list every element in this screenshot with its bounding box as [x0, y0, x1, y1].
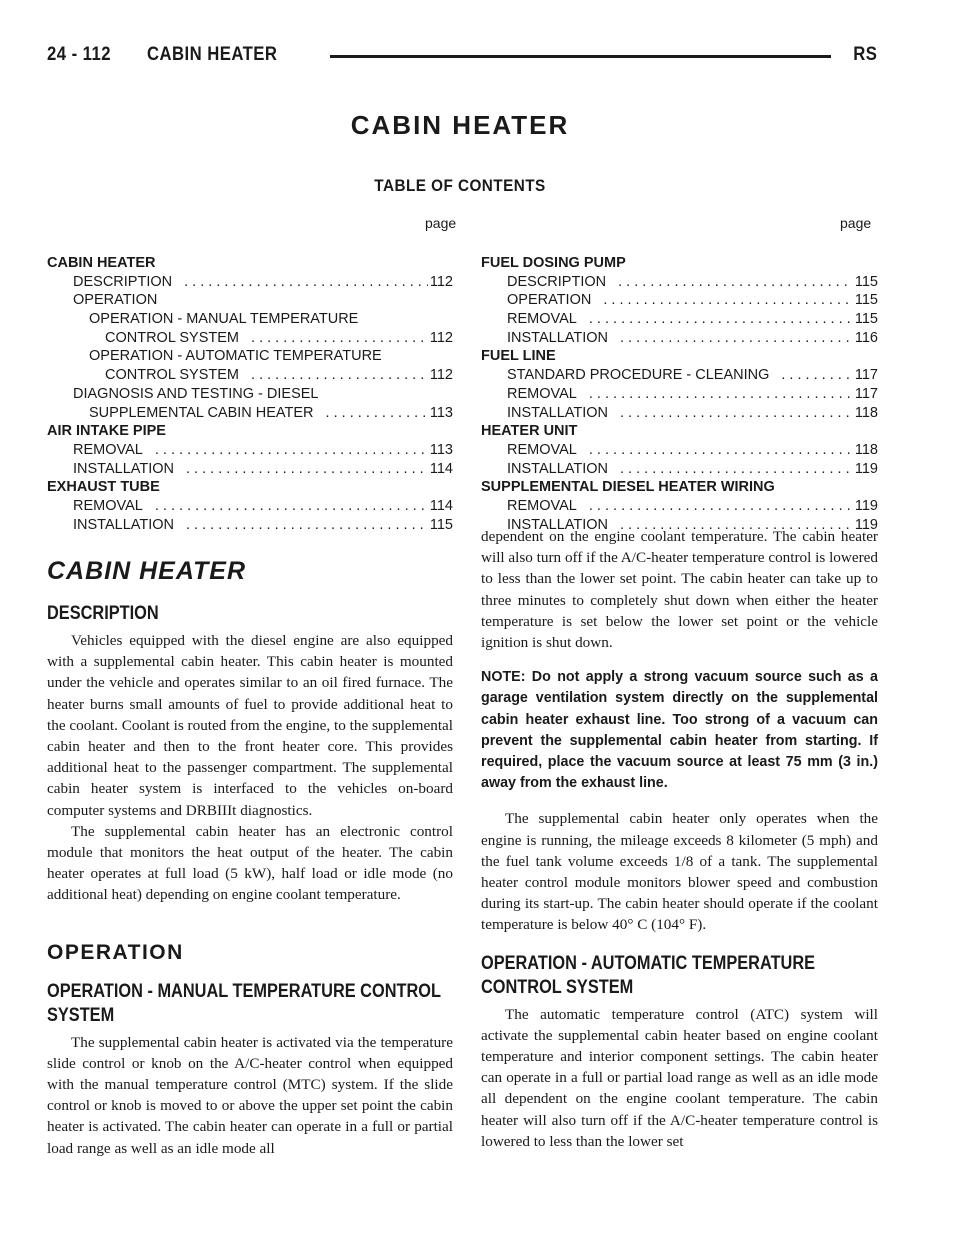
- toc-entry-title: DIAGNOSIS AND TESTING - DIESEL: [73, 385, 319, 402]
- toc-entry-title: OPERATION - AUTOMATIC TEMPERATURE: [89, 348, 382, 365]
- toc-leader-dots: [603, 291, 853, 310]
- toc-entry-title: INSTALLATION: [507, 516, 608, 533]
- body-left-column: [47, 556, 453, 1159]
- page-header: [47, 44, 877, 74]
- toc-entry-title: REMOVAL: [73, 441, 143, 458]
- toc-entry-title: AIR INTAKE PIPE: [47, 423, 166, 440]
- toc-leader-dots: [589, 497, 853, 516]
- toc-entry-title: REMOVAL: [507, 497, 577, 514]
- toc-entry-page: 119: [854, 460, 878, 477]
- toc-leader-dots: [618, 273, 853, 292]
- toc-entry-title: CONTROL SYSTEM: [105, 329, 240, 346]
- toc-entry-page: 118: [854, 441, 878, 458]
- toc-entry[interactable]: [47, 385, 453, 404]
- toc-entry[interactable]: [47, 291, 453, 310]
- description-heading: DESCRIPTION: [47, 603, 159, 624]
- toc-entry-title: REMOVAL: [507, 311, 577, 328]
- toc-entry-title: OPERATION - MANUAL TEMPERATURE: [89, 311, 359, 328]
- manual-code: RS: [852, 44, 877, 65]
- toc-entry-title: FUEL DOSING PUMP: [481, 255, 626, 271]
- toc-entry[interactable]: [481, 385, 878, 404]
- toc-entry[interactable]: [47, 404, 453, 423]
- toc-entry-title: REMOVAL: [507, 441, 577, 458]
- toc-entry[interactable]: [47, 347, 453, 366]
- toc-title: TABLE OF CONTENTS: [374, 176, 546, 195]
- toc-entry-title: INSTALLATION: [507, 329, 608, 346]
- toc-entry-title: STANDARD PROCEDURE - CLEANING: [507, 367, 770, 384]
- toc-entry-title: SUPPLEMENTAL DIESEL HEATER WIRING: [481, 479, 775, 496]
- toc-entry[interactable]: [47, 516, 453, 535]
- section-heading: CABIN HEATER: [47, 557, 247, 585]
- toc-leader-dots: [589, 385, 853, 404]
- page-title: CABIN HEATER: [350, 110, 570, 140]
- toc-leader-dots: [155, 497, 428, 516]
- body-right-column: [481, 526, 878, 1152]
- manual-control-paragraph: The supplemental cabin heater is activated via the temperature slide control or knob on the A/C-heater control when equipped with the manual temperature control (MTC) system. If the slide control or knob is moved to or above the upper set point the cabin heater is activated. The cabin heater can operate in a full or partial load range as well as an idle mode all: [47, 1033, 453, 1157]
- page-number: 24 - 112: [47, 44, 111, 65]
- toc-entry-page: 119: [854, 497, 878, 514]
- toc-entry-title: DESCRIPTION: [507, 273, 607, 290]
- toc-leader-dots: [184, 273, 428, 292]
- toc-entry-page: 115: [429, 516, 453, 533]
- toc-entry-page: 118: [854, 404, 878, 421]
- toc-entry-page: 113: [429, 441, 453, 458]
- toc-entry-page: 115: [854, 311, 878, 328]
- toc-entry-page: 112: [429, 329, 453, 346]
- toc-entry-title: INSTALLATION: [73, 460, 174, 477]
- toc-entry-title: CONTROL SYSTEM: [105, 367, 240, 384]
- toc-entry-title: INSTALLATION: [507, 404, 608, 421]
- toc-entry-page: 114: [429, 497, 453, 514]
- toc-leader-dots: [326, 404, 428, 423]
- toc-leader-dots: [620, 460, 853, 479]
- toc-entry-page: 119: [854, 516, 878, 533]
- toc-entry-title: SUPPLEMENTAL CABIN HEATER: [89, 404, 314, 421]
- toc-entry[interactable]: [47, 254, 453, 273]
- toc-entry[interactable]: [481, 366, 878, 385]
- toc-leader-dots: [781, 366, 853, 385]
- toc-entry[interactable]: [481, 460, 878, 479]
- toc-entry-title: REMOVAL: [73, 497, 143, 514]
- toc-entry-title: FUEL LINE: [481, 348, 556, 365]
- toc-entry[interactable]: [47, 422, 453, 441]
- toc-entry-title: EXHAUST TUBE: [47, 479, 160, 496]
- operating-conditions-paragraph: The supplemental cabin heater only operates when the engine is running, the mileage exceeds 8 kilometer (5 mph) and the fuel tank volume exceeds 1/8 of a tank. The supplemental heater control module monitors blower speed and combustion during its start-up. The cabin heater should operate if the coolant temperature is below 40° C (104° F).: [481, 810, 878, 934]
- toc-entry-page: 114: [429, 460, 453, 477]
- toc-entry-title: INSTALLATION: [507, 460, 608, 477]
- toc-right-column: [481, 254, 878, 534]
- toc-entry-title: HEATER UNIT: [481, 423, 578, 440]
- toc-entry-page: 112: [429, 273, 453, 290]
- toc-entry[interactable]: [47, 460, 453, 479]
- toc-entry-title: REMOVAL: [507, 385, 577, 402]
- toc-entry[interactable]: [481, 310, 878, 329]
- toc-page-label-left: page: [425, 215, 457, 231]
- toc-entry-title: OPERATION: [73, 292, 158, 309]
- toc-entry-page: 116: [854, 329, 878, 346]
- operation-heading: OPERATION: [47, 940, 184, 964]
- automatic-control-paragraph: The automatic temperature control (ATC) system will activate the supplemental cabin heater based on engine coolant temperature and interior component settings. The cabin heater can operate in a full or partial load range as well as an idle mode all dependent on the engine coolant temperature. The cabin heater will also turn off if the A/C-heater temperature control is lowered to less than the lower set: [481, 1005, 878, 1150]
- vacuum-note: NOTE: Do not apply a strong vacuum source such as a garage ventilation system directly on the supplemental cabin heater exhaust line. Too strong of a vacuum can prevent the supplemental cabin heater from starting. If required, place the vacuum source at least 75 mm (3 in.) away from the exhaust line.: [481, 669, 878, 792]
- toc-entry[interactable]: [47, 310, 453, 329]
- toc-entry[interactable]: [481, 422, 878, 441]
- toc-entry-page: 113: [429, 404, 453, 421]
- manual-control-heading: OPERATION - MANUAL TEMPERATURE CONTROL SYSTEM: [47, 980, 441, 1026]
- toc-leader-dots: [620, 404, 853, 423]
- toc-left-column: [47, 254, 453, 534]
- toc-entry[interactable]: [47, 366, 453, 385]
- toc-leader-dots: [589, 441, 853, 460]
- toc-leader-dots: [589, 310, 853, 329]
- toc-entry[interactable]: [47, 497, 453, 516]
- toc-entry[interactable]: [47, 441, 453, 460]
- toc-entry[interactable]: [47, 329, 453, 348]
- toc-entry-page: 117: [854, 367, 878, 384]
- continued-paragraph: dependent on the engine coolant temperature. The cabin heater will also turn off if the A/C-heater temperature control is lowered to less than the lower set point. The cabin heater can take up to three minutes to completely shut down when either the heater temperature is set below the lower set point or the vehicle ignition is shut down.: [481, 528, 879, 652]
- section-name: CABIN HEATER: [147, 44, 278, 65]
- toc-entry[interactable]: [481, 404, 878, 423]
- toc-entry[interactable]: [481, 347, 878, 366]
- toc-entry[interactable]: [481, 497, 878, 516]
- toc-leader-dots: [251, 329, 428, 348]
- toc-entry[interactable]: [481, 273, 878, 292]
- toc-entry[interactable]: [47, 273, 453, 292]
- toc-entry-title: OPERATION: [507, 292, 592, 309]
- toc-page-label-right: page: [840, 215, 872, 231]
- toc-entry-page: 112: [429, 367, 453, 384]
- toc-entry-title: INSTALLATION: [73, 516, 174, 533]
- toc-entry-title: CABIN HEATER: [47, 255, 156, 271]
- toc-entry[interactable]: [481, 291, 878, 310]
- toc-leader-dots: [186, 460, 428, 479]
- toc-entry[interactable]: [481, 329, 878, 348]
- toc-entry[interactable]: [481, 254, 878, 273]
- toc-leader-dots: [155, 441, 428, 460]
- toc-leader-dots: [251, 366, 428, 385]
- toc-entry[interactable]: [47, 478, 453, 497]
- header-rule: [330, 55, 831, 58]
- toc-leader-dots: [186, 516, 428, 535]
- toc-entry-page: 115: [854, 273, 878, 290]
- toc-entry-title: DESCRIPTION: [73, 273, 173, 290]
- toc-entry[interactable]: [481, 441, 878, 460]
- toc-entry-page: 117: [854, 385, 878, 402]
- toc-leader-dots: [620, 329, 853, 348]
- description-paragraph-1: Vehicles equipped with the diesel engine are also equipped with a supplemental cabin heater. This cabin heater is mounted under the vehicle and operates similar to an oil fired furnace. The heater burns small amounts of fuel to provide additional heat to the coolant. Coolant is routed from the engine, to the supplemental cabin heater and then to the front heater core. This provides additional heat to the passenger compartment. The supplemental cabin heater system is interfaced to the vehicles on-board computer systems and DRBIIIt diagnostics.: [47, 632, 453, 819]
- description-paragraph-2: The supplemental cabin heater has an electronic control module that monitors the heat output of the heater. The cabin heater operates at full load (5 kW), half load or idle mode (no additional heat) depending on engine coolant temperature.: [47, 822, 453, 904]
- toc-entry-page: 115: [854, 292, 878, 309]
- toc-entry[interactable]: [481, 478, 878, 497]
- automatic-control-heading: OPERATION - AUTOMATIC TEMPERATURE CONTROL SYSTEM: [481, 952, 816, 998]
